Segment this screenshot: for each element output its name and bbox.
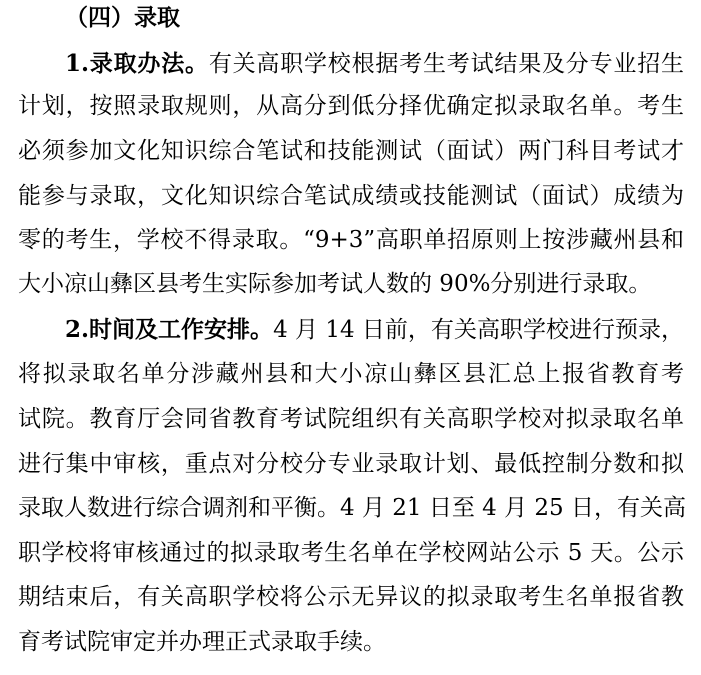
paragraph-1-line-6: 大小凉山彝区县考生实际参加考试人数的 90%分别进行录取。 <box>18 271 652 297</box>
paragraph-2-line-1 <box>65 310 684 350</box>
paragraph-2-line-1-text: 4 月 14 日前，有关高职学校进行预录， <box>273 317 684 343</box>
paragraph-2-line-2: 将拟录取名单分涉藏州县和大小凉山彝区县汇总上报省教育考 <box>18 361 684 387</box>
paragraph-2-line-6: 职学校将审核通过的拟录取考生名单在学校网站公示 5 天。公示 <box>18 540 684 566</box>
paragraph-1-line-3: 必须参加文化知识综合笔试和技能测试（面试）两门科目考试才 <box>18 138 684 164</box>
paragraph-2-line-3: 试院。教育厅会同省教育考试院组织有关高职学校对拟录取名单 <box>18 406 684 432</box>
paragraph-1-line-2: 计划，按照录取规则，从高分到低分择优确定拟录取名单。考生 <box>18 93 684 119</box>
section-heading: （四）录取 <box>65 4 180 31</box>
paragraph-2-line-8: 育考试院审定并办理正式录取手续。 <box>18 629 386 655</box>
paragraph-1-lead: 1.录取办法。 <box>65 50 209 77</box>
paragraph-1-line-1-text: 有关高职学校根据考生考试结果及分专业招生 <box>208 51 685 77</box>
paragraph-1-line-4: 能参与录取，文化知识综合笔试成绩或技能测试（面试）成绩为 <box>18 183 684 209</box>
paragraph-2-line-4: 进行集中审核，重点对分校分专业录取计划、最低控制分数和拟 <box>18 451 684 477</box>
paragraph-1-line-1 <box>65 44 684 84</box>
paragraph-2-line-5: 录取人数进行综合调剂和平衡。4 月 21 日至 4 月 25 日，有关高 <box>18 495 686 521</box>
paragraph-2-line-7: 期结束后，有关高职学校将公示无异议的拟录取考生名单报省教 <box>18 584 684 610</box>
paragraph-1-line-5: 零的考生，学校不得录取。“9+3”高职单招原则上按涉藏州县和 <box>18 227 684 253</box>
paragraph-2-lead: 2.时间及工作安排。 <box>65 316 274 343</box>
